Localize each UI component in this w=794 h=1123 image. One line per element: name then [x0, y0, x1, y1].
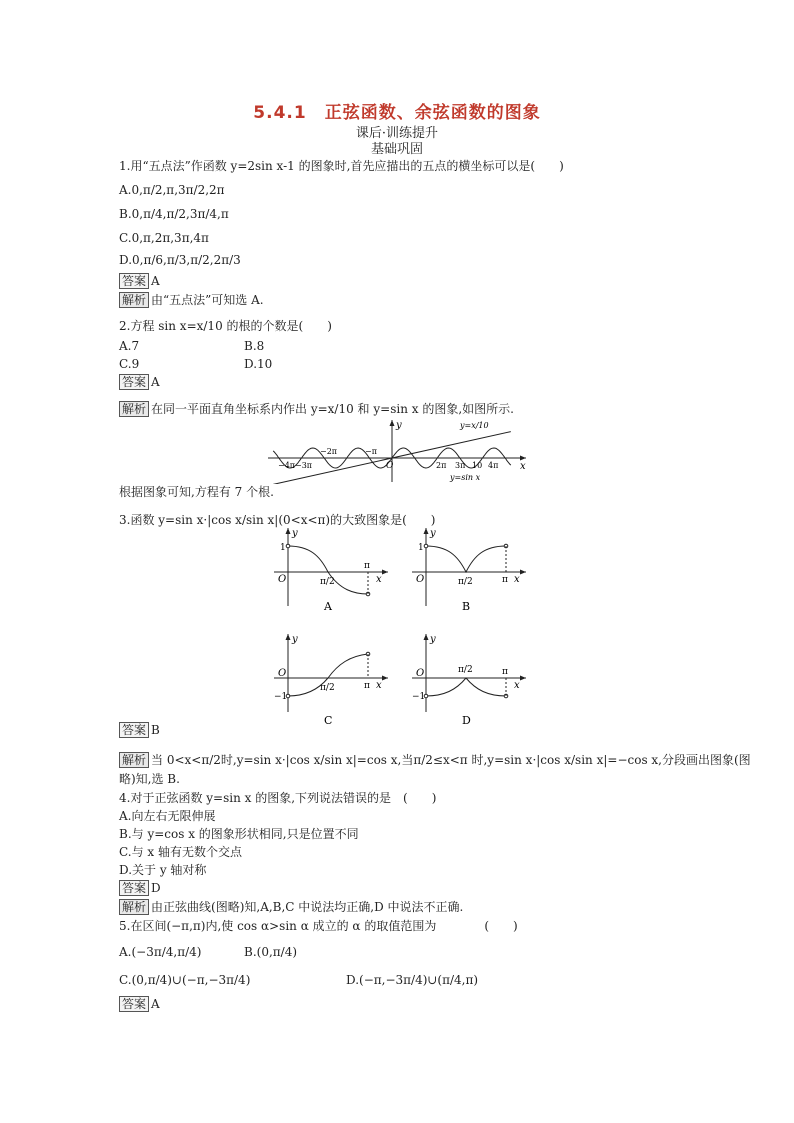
analysis-tag: 解析 — [119, 752, 149, 768]
q2-option-b: B.8 — [244, 339, 265, 353]
answer-tag: 答案 — [119, 996, 149, 1012]
open-point — [424, 544, 428, 548]
minus-one-label: −1 — [412, 692, 426, 702]
page-subtitle: 课后·训练提升 — [355, 126, 439, 141]
q5-stem: 5.在区间(−π,π)内,使 cos α>sin α 成立的 α 的取值范围为 ( ) — [119, 919, 518, 933]
q2-option-a: A.7 — [119, 339, 140, 353]
x-label: x — [514, 680, 520, 691]
origin-label: O — [416, 668, 425, 679]
q2-answer — [119, 374, 160, 390]
graph-c — [274, 634, 388, 727]
q5-answer — [119, 996, 160, 1012]
q1-answer — [119, 273, 160, 289]
answer-tag: 答案 — [119, 880, 149, 896]
analysis-text: 由“五点法”可知选 A. — [151, 293, 264, 307]
q4-analysis — [119, 899, 463, 915]
q5-option-b: B.(0,π/4) — [244, 945, 298, 959]
half-pi-label: π/2 — [458, 665, 473, 675]
tick-2pi: 2π — [436, 461, 447, 470]
y-axis-arrow — [390, 420, 395, 426]
x-axis-label: x — [520, 461, 526, 472]
x-axis-arrow — [382, 570, 388, 575]
graph-b — [412, 528, 526, 613]
half-pi-label: π/2 — [320, 683, 335, 693]
q3-analysis-cont: 略)知,选 B. — [119, 772, 180, 786]
q2-sine-line-graph — [264, 416, 532, 484]
q3-answer — [119, 722, 160, 738]
analysis-text: 在同一平面直角坐标系内作出 y=x/10 和 y=sin x 的图象,如图所示. — [151, 402, 514, 416]
q4-option-d: D.关于 y 轴对称 — [119, 863, 207, 877]
q1-option-a: A.0,π/2,π,3π/2,2π — [119, 183, 225, 197]
origin-label: O — [386, 461, 394, 471]
pi-label: π — [364, 681, 370, 691]
pi-label: π — [364, 561, 370, 571]
tick-neg-pi: −π — [365, 447, 377, 456]
y-axis-label: y — [396, 420, 402, 431]
tick-4pi: 4π — [488, 461, 499, 470]
q1-stem: 1.用“五点法”作函数 y=2sin x-1 的图象时,首先应描出的五点的横坐标可以是( ) — [119, 159, 564, 173]
analysis-tag: 解析 — [119, 292, 149, 308]
x-label: x — [376, 680, 382, 691]
q2-conclusion: 根据图象可知,方程有 7 个根. — [119, 485, 274, 499]
one-label: 1 — [280, 543, 286, 553]
graph-letter: C — [324, 714, 333, 727]
x-axis-arrow — [520, 456, 526, 461]
analysis-tag: 解析 — [119, 401, 149, 417]
tick-10: 10 — [472, 461, 483, 470]
q4-stem: 4.对于正弦函数 y=sin x 的图象,下列说法错误的是 ( ) — [119, 791, 437, 805]
q5-option-a: A.(−3π/4,π/4) — [119, 945, 202, 959]
q2-option-d: D.10 — [244, 357, 273, 371]
q1-option-d: D.0,π/6,π/3,π/2,2π/3 — [119, 253, 241, 267]
q3-stem: 3.函数 y=sin x·|cos x/sin x|(0<x<π)的大致图象是( ) — [119, 513, 436, 527]
q4-answer — [119, 880, 161, 896]
q4-option-a: A.向左右无限伸展 — [119, 809, 216, 823]
y-axis-arrow — [424, 634, 429, 640]
tick-neg-2pi: −2π — [320, 447, 338, 456]
analysis-text: 当 0<x<π/2时,y=sin x·|cos x/sin x|=cos x,当π/2≤x<π 时,y=sin x·|cos x/sin x|=−cos x,分段画出图象(图 — [151, 753, 751, 767]
y-axis-arrow — [286, 528, 291, 534]
graph-a — [274, 528, 388, 613]
line-label: y=x/10 — [460, 421, 489, 430]
curve — [426, 678, 506, 696]
answer-tag: 答案 — [119, 273, 149, 289]
answer-value: A — [151, 274, 160, 288]
x-label: x — [376, 574, 382, 585]
pi-label: π — [502, 667, 508, 677]
graph-letter: A — [324, 600, 332, 613]
tick-neg-4pi: −4π — [278, 461, 296, 470]
curve — [426, 546, 506, 572]
answer-tag: 答案 — [119, 374, 149, 390]
pi-label: π — [502, 575, 508, 585]
tick-neg-3pi: −3π — [295, 461, 313, 470]
minus-one-label: −1 — [274, 692, 288, 702]
y-label: y — [292, 634, 298, 645]
y-label: y — [430, 634, 436, 645]
origin-label: O — [416, 574, 425, 585]
graph-d — [412, 634, 526, 727]
answer-value: A — [151, 375, 160, 389]
q3-option-graphs — [270, 522, 530, 728]
open-point — [286, 544, 290, 548]
q2-analysis — [119, 401, 514, 417]
q5-option-c: C.(0,π/4)∪(−π,−3π/4) — [119, 973, 251, 987]
graph-letter: D — [462, 714, 471, 727]
x-axis-arrow — [520, 570, 526, 575]
q2-stem: 2.方程 sin x=x/10 的根的个数是( ) — [119, 319, 332, 333]
answer-tag: 答案 — [119, 722, 149, 738]
q1-option-c: C.0,π,2π,3π,4π — [119, 231, 209, 245]
q4-option-c: C.与 x 轴有无数个交点 — [119, 845, 242, 859]
q2-option-c: C.9 — [119, 357, 140, 371]
answer-value: D — [151, 881, 161, 895]
x-label: x — [514, 574, 520, 585]
half-pi-label: π/2 — [320, 577, 335, 587]
analysis-tag: 解析 — [119, 899, 149, 915]
q5-option-d: D.(−π,−3π/4)∪(π/4,π) — [346, 973, 479, 987]
q4-option-b: B.与 y=cos x 的图象形状相同,只是位置不同 — [119, 827, 359, 841]
one-label: 1 — [418, 543, 424, 553]
graph-letter: B — [462, 600, 471, 613]
x-axis-arrow — [382, 676, 388, 681]
q1-analysis — [119, 292, 264, 308]
answer-value: A — [151, 997, 160, 1011]
q3-analysis — [119, 752, 751, 768]
half-pi-label: π/2 — [458, 577, 473, 587]
analysis-text: 由正弦曲线(图略)知,A,B,C 中说法均正确,D 中说法不正确. — [151, 900, 464, 914]
y-label: y — [430, 528, 436, 539]
origin-label: O — [278, 668, 287, 679]
curve-label: y=sin x — [450, 473, 481, 482]
section-heading: 基础巩固 — [370, 142, 423, 157]
y-axis-arrow — [424, 528, 429, 534]
x-axis-arrow — [520, 676, 526, 681]
tick-3pi: 3π — [455, 461, 466, 470]
answer-value: B — [151, 723, 160, 737]
y-axis-arrow — [286, 634, 291, 640]
q1-option-b: B.0,π/4,π/2,3π/4,π — [119, 207, 229, 221]
y-label: y — [292, 528, 298, 539]
page-title: 5.4.1 正弦函数、余弦函数的图象 — [253, 103, 541, 123]
origin-label: O — [278, 574, 287, 585]
